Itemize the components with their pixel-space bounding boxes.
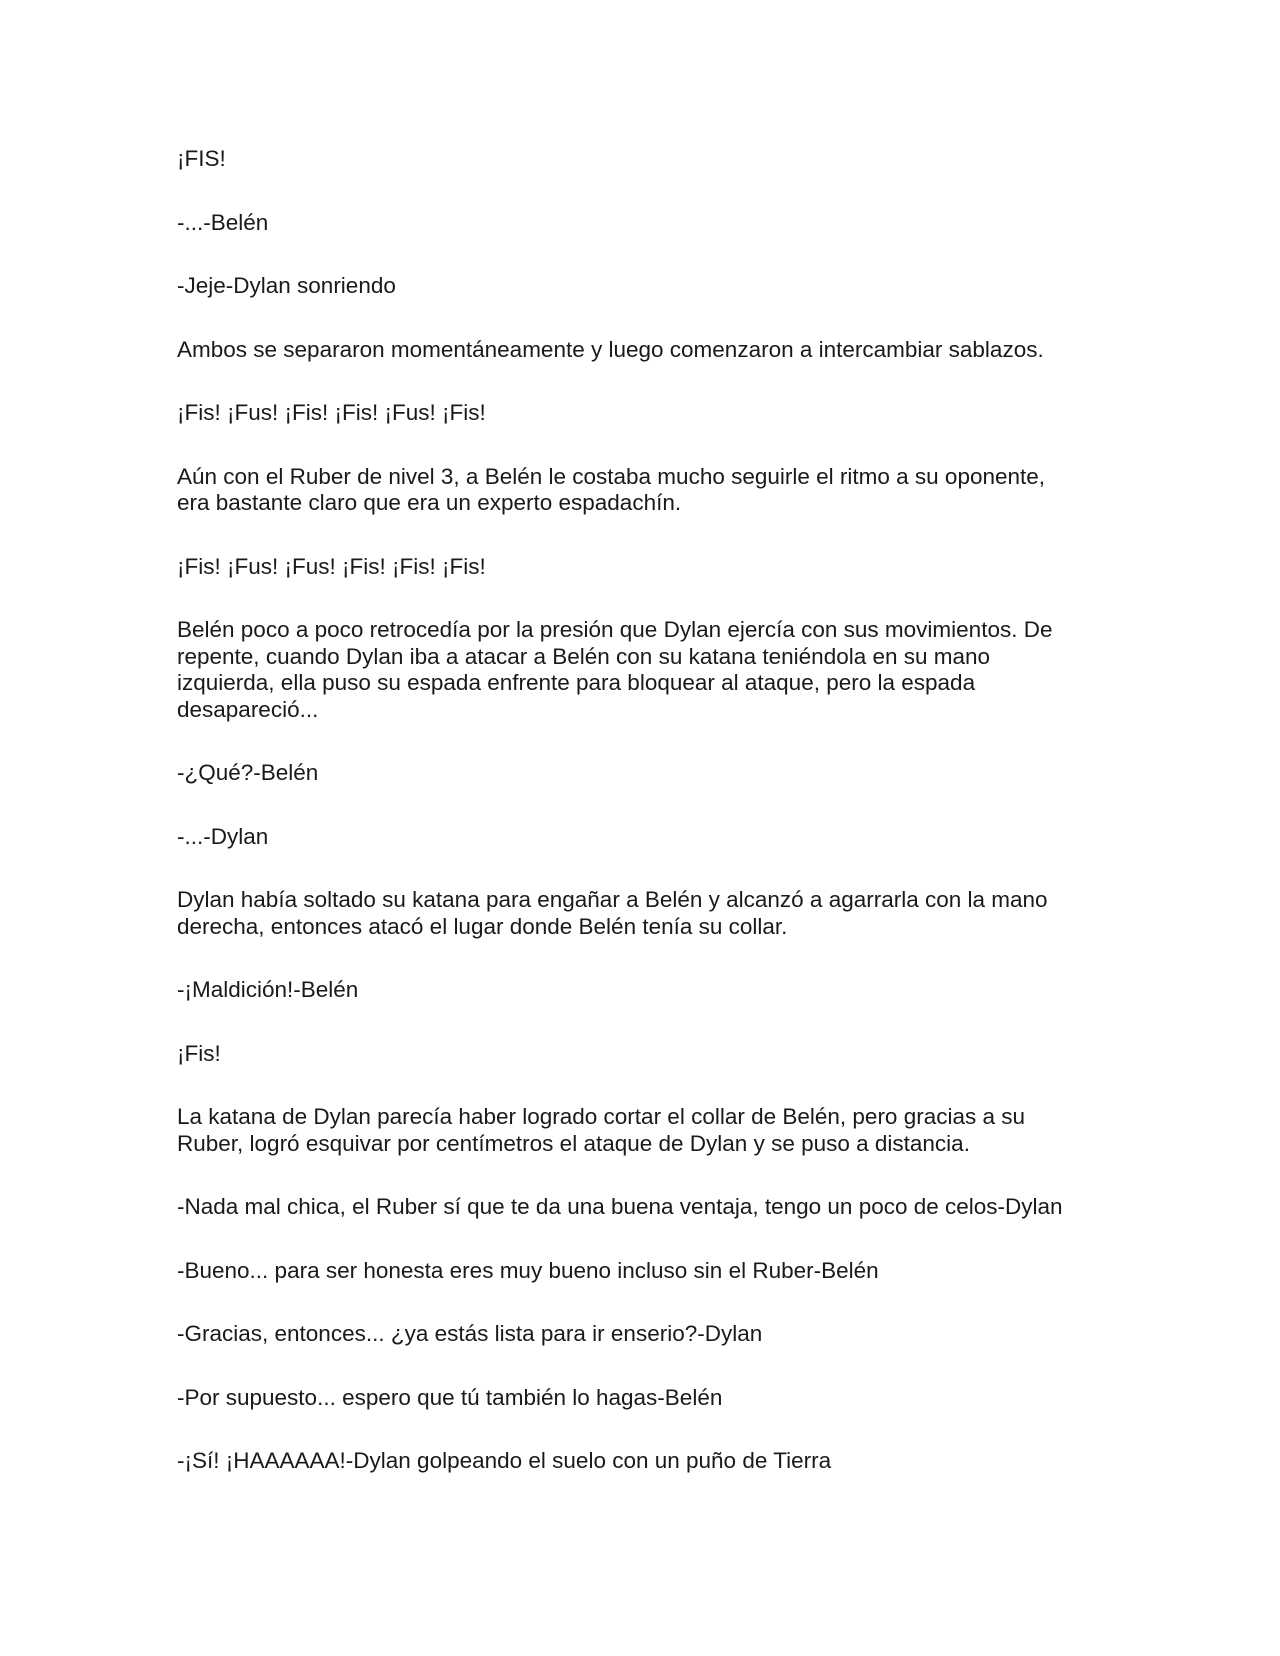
paragraph-18: -Por supuesto... espero que tú también lo hagas-Belén (177, 1384, 723, 1410)
paragraph-1: ¡FIS! (177, 146, 226, 171)
paragraph-11: Dylan había soltado su katana para engañar a Belén y alcanzó a agarrarla con la mano derecha, entonces atacó el lugar donde Belén tenía su collar. (177, 887, 1048, 939)
paragraph-13: ¡Fis! (177, 1040, 221, 1066)
paragraph-6: Aún con el Ruber de nivel 3, a Belén le costaba mucho seguirle el ritmo a su oponente, era bastante claro que era un experto espadachín. (177, 463, 1046, 515)
paragraph-5: ¡Fis! ¡Fus! ¡Fis! ¡Fis! ¡Fus! ¡Fis! (177, 400, 486, 425)
paragraph-7: ¡Fis! ¡Fus! ¡Fus! ¡Fis! ¡Fis! ¡Fis! (177, 553, 486, 579)
paragraph-10: -...-Dylan (177, 823, 269, 849)
paragraph-15: -Nada mal chica, el Ruber sí que te da una buena ventaja, tengo un poco de celos-Dylan (177, 1194, 1063, 1219)
paragraph-14: La katana de Dylan parecía haber logrado cortar el collar de Belén, pero gracias a su Ruber, logró esquivar por centímetros el ataque de Dylan y se puso a distancia. (177, 1104, 1026, 1156)
paragraph-8: Belén poco a poco retrocedía por la presión que Dylan ejercía con sus movimientos. De repente, cuando Dylan iba a atacar a Belén con su katana teniéndola en su mano izquierda, ella puso su espada enfrente para bloquear al ataque, pero la espada desapareció... (177, 617, 1053, 722)
paragraph-3: -Jeje-Dylan sonriendo (177, 273, 396, 298)
paragraph-2: -...-Belén (177, 209, 269, 235)
paragraph-19: -¡Sí! ¡HAAAAAA!-Dylan golpeando el suelo con un puño de Tierra (177, 1448, 832, 1473)
text-column (177, 146, 1107, 1512)
paragraph-9: -¿Qué?-Belén (177, 760, 319, 785)
paragraph-12: -¡Maldición!-Belén (177, 977, 359, 1002)
paragraph-16: -Bueno... para ser honesta eres muy bueno incluso sin el Ruber-Belén (177, 1257, 879, 1283)
paragraph-17: -Gracias, entonces... ¿ya estás lista para ir enserio?-Dylan (177, 1321, 763, 1346)
paragraph-4: Ambos se separaron momentáneamente y luego comenzaron a intercambiar sablazos. (177, 336, 1044, 362)
